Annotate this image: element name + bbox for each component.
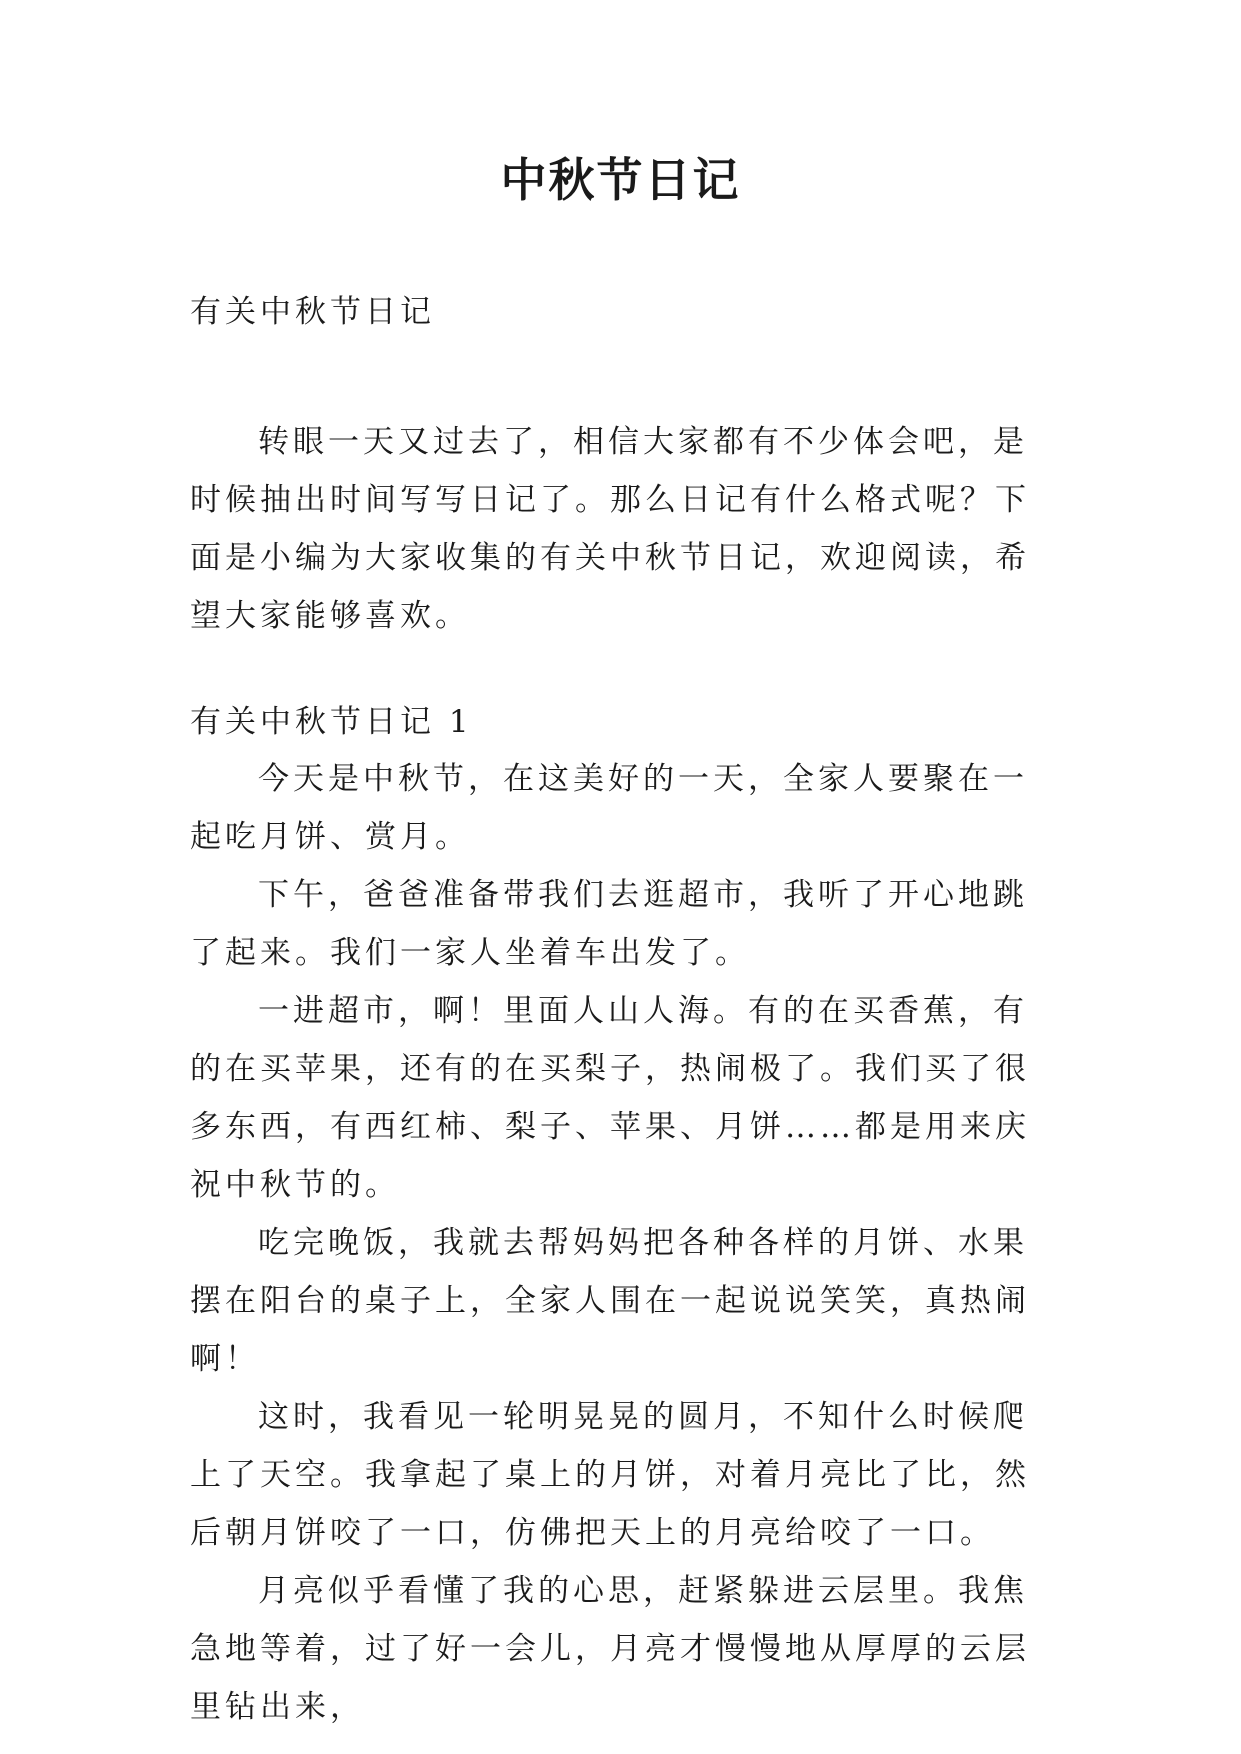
diary-body <box>190 750 1050 1736</box>
section-heading: 有关中秋节日记 1 <box>190 704 473 740</box>
diary-paragraph: 今天是中秋节，在这美好的一天，全家人要聚在一起吃月饼、赏月。 <box>190 761 1028 855</box>
intro-paragraph: 转眼一天又过去了，相信大家都有不少体会吧，是时候抽出时间写写日记了。那么日记有什么格式呢？下面是小编为大家收集的有关中秋节日记，欢迎阅读，希望大家能够喜欢。 <box>190 424 1030 634</box>
document-title: 中秋节日记 <box>500 153 741 207</box>
diary-paragraph: 月亮似乎看懂了我的心思，赶紧躲进云层里。我焦急地等着，过了好一会儿，月亮才慢慢地从厚厚的云层里钻出来， <box>190 1573 1030 1725</box>
diary-paragraph: 下午，爸爸准备带我们去逛超市，我听了开心地跳了起来。我们一家人坐着车出发了。 <box>190 877 1028 971</box>
diary-paragraph: 吃完晚饭，我就去帮妈妈把各种各样的月饼、水果摆在阳台的桌子上，全家人围在一起说说笑笑，真热闹啊！ <box>190 1225 1030 1377</box>
diary-paragraph: 这时，我看见一轮明晃晃的圆月，不知什么时候爬上了天空。我拿起了桌上的月饼，对着月亮比了比，然后朝月饼咬了一口，仿佛把天上的月亮给咬了一口。 <box>190 1399 1030 1551</box>
document-subtitle: 有关中秋节日记 <box>190 294 435 330</box>
diary-paragraph: 一进超市，啊！里面人山人海。有的在买香蕉，有的在买苹果，还有的在买梨子，热闹极了。我们买了很多东西，有西红柿、梨子、苹果、月饼……都是用来庆祝中秋节的。 <box>190 993 1030 1203</box>
